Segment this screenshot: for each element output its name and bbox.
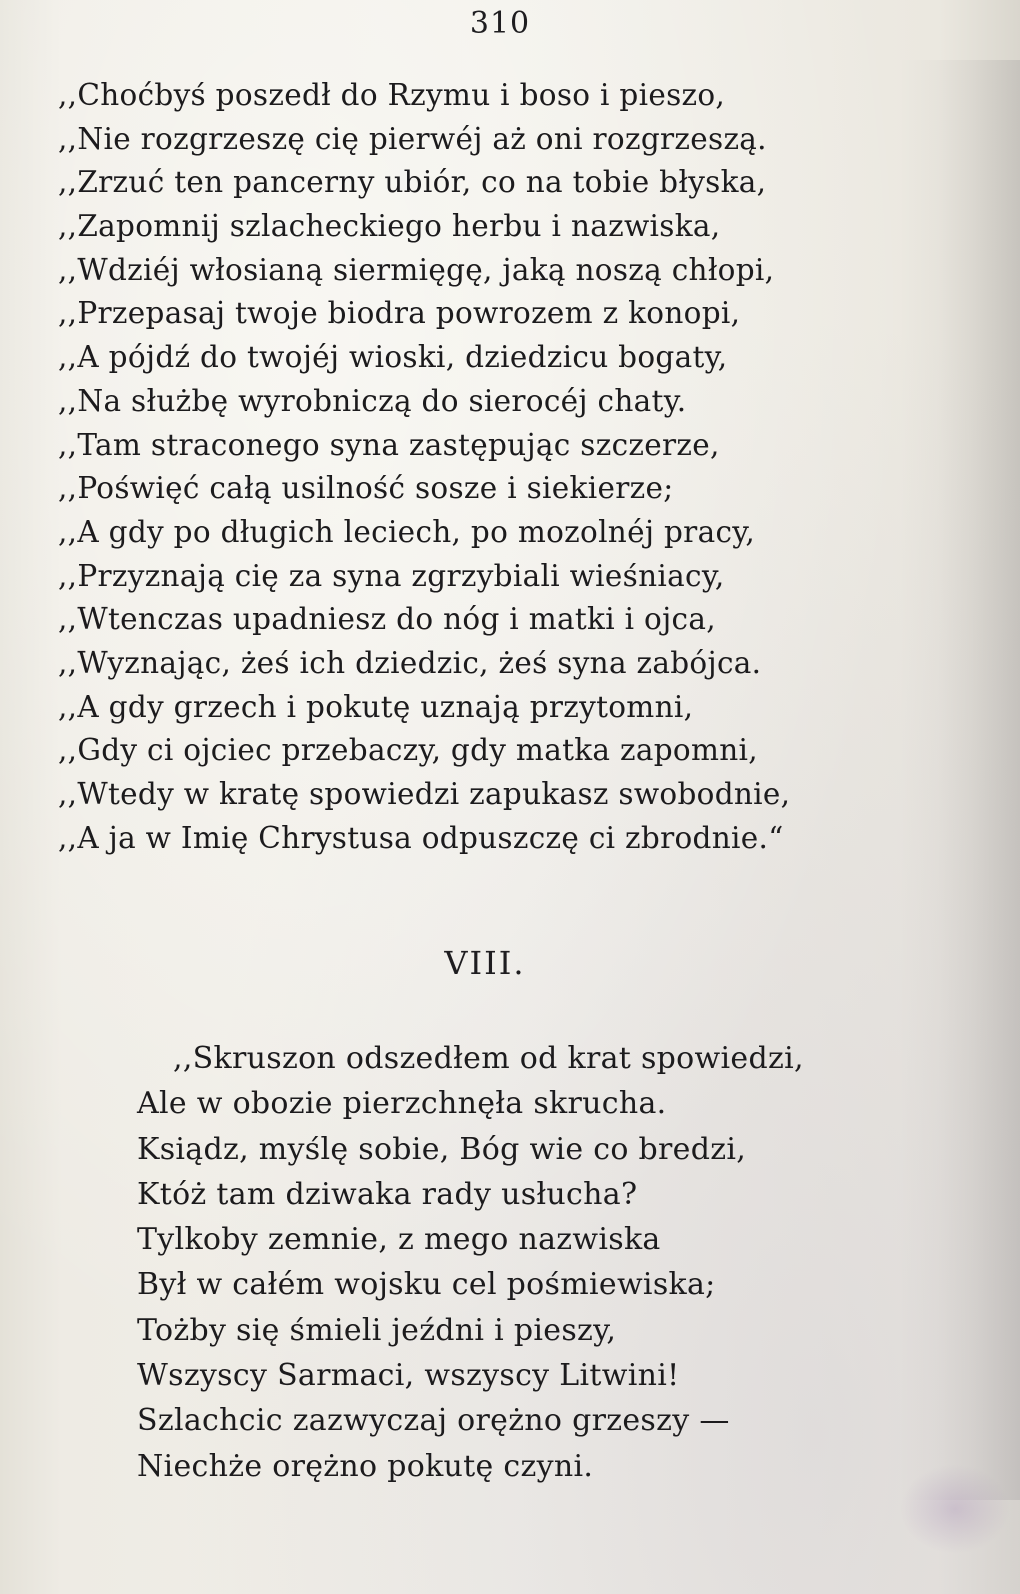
poem-verse-block [58,74,858,860]
bleed-through-shadow [900,60,1020,1500]
verse-line: ,,Nie rozgrzeszę cię pierwéj aż oni rozgrzeszą. [58,121,767,156]
verse-line: ,,Wtedy w kratę spowiedzi zapukasz swobodnie, [58,777,791,811]
verse-line: ,,Wtenczas upadniesz do nóg i matki i ojca, [58,602,716,637]
stanza-line: Któż tam dziwaka rady usłucha? [137,1176,638,1212]
verse-line: ,,Przepasaj twoje biodra powrozem z konopi, [58,296,741,331]
stanza-line: Szlachcic zazwyczaj orężno grzeszy — [137,1403,730,1439]
verse-line: ,,Przyznają cię za syna zgrzybiali wieśniacy, [58,558,725,593]
verse-line: ,,Wyznając, żeś ich dziedzic, żeś syna zabójca. [58,645,762,680]
stanza-line: Był w całém wojsku cel pośmiewiska; [137,1267,716,1303]
page-number: 310 [469,6,531,41]
verse-line: ,,A gdy grzech i pokutę uznają przytomni, [58,689,694,724]
verse-line: ,,Zapomnij szlacheckiego herbu i nazwiska, [58,209,721,244]
verse-line: ,,A pójdź do twojéj wioski, dziedzicu bogaty, [58,340,728,375]
verse-line: ,,Zrzuć ten pancerny ubiór, co na tobie błyska, [58,165,767,200]
stanza-line: Tożby się śmieli jeźdni i pieszy, [137,1312,617,1348]
verse-line: ,,Poświęć całą usilność sosze i siekierze; [58,471,674,506]
verse-line: ,,A gdy po długich leciech, po mozolnéj pracy, [58,514,756,549]
verse-line: ,,Na służbę wyrobniczą do sierocéj chaty. [58,383,687,418]
stanza-line: Niechże orężno pokutę czyni. [137,1448,594,1484]
stanza-line: Tylkoby zemnie, z mego nazwiska [137,1222,661,1258]
verse-line: ,,Choćbyś poszedł do Rzymu i boso i pieszo, [58,78,726,112]
verse-line: ,,A ja w Imię Chrystusa odpuszczę ci zbrodnie.“ [58,820,784,855]
stanza-line: Wszyscy Sarmaci, wszyscy Litwini! [137,1358,680,1394]
stanza-line: Ale w obozie pierzchnęła skrucha. [137,1086,667,1122]
ink-stain [900,1464,1010,1554]
section-heading: VIII. [444,944,526,982]
stanza-line: Ksiądz, myślę sobie, Bóg wie co bredzi, [137,1131,747,1167]
verse-line: ,,Wdziéj włosianą siermięgę, jaką noszą chłopi, [58,252,775,287]
verse-line: ,,Tam straconego syna zastępując szczerze, [58,427,720,462]
stanza-line: ,,Skruszon odszedłem od krat spowiedzi, [173,1041,804,1076]
verse-line: ,,Gdy ci ojciec przebaczy, gdy matka zapomni, [58,733,758,768]
stanza-block [137,1036,857,1489]
